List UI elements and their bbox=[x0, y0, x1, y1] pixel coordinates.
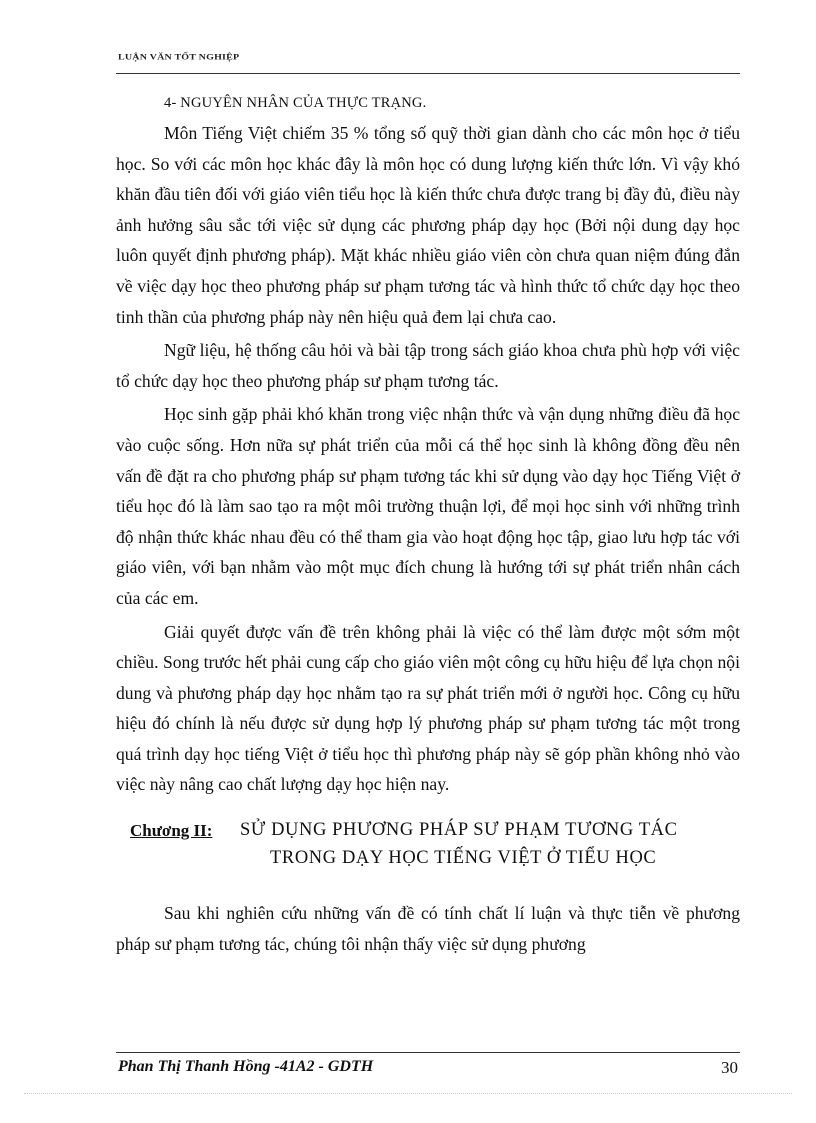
section-heading: 4- NGUYÊN NHÂN CỦA THỰC TRẠNG. bbox=[164, 95, 427, 111]
footer-author: Phan Thị Thanh Hồng -41A2 - GDTH bbox=[118, 1058, 374, 1075]
header-rule bbox=[116, 73, 740, 74]
chapter-intro-paragraph: Sau khi nghiên cứu những vấn đề có tính chất lí luận và thực tiễn về phương pháp sư phạm tương tác, chúng tôi nhận thấy việc sử dụng phương bbox=[116, 903, 740, 954]
paragraph-3: Học sinh gặp phải khó khăn trong việc nhận thức và vận dụng những điều đã học vào cuộc sống. Hơn nữa sự phát triển của mỗi cá thể học sinh là không đồng đều nên vấn đề đặt ra cho phương pháp sư phạm tương tác khi sử dụng vào dạy học Tiếng Việt ở tiểu học đó là làm sao tạo ra một môi trường thuận lợi, để mọi học sinh với những trình độ nhận thức khác nhau đều có thể tham gia vào hoạt động học tập, giao lưu hợp tác với giáo viên, với bạn nhằm vào một mục đích chung là hướng tới sự phát triển nhân cách của các em. bbox=[116, 404, 740, 608]
chapter-title-line-2: TRONG DẠY HỌC TIẾNG VIỆT Ở TIỂU HỌC bbox=[270, 848, 657, 869]
paragraph-1: Môn Tiếng Việt chiếm 35 % tổng số quỹ thời gian dành cho các môn học ở tiểu học. So với các môn học khác đây là môn học có dung lượng kiến thức lớn. Vì vậy khó khăn đầu tiên đối với giáo viên tiểu học là kiến thức chưa được trang bị đầy đủ, điều này ảnh hưởng sâu sắc tới việc sử dụng các phương pháp dạy học (Bởi nội dung dạy học luôn quyết định phương pháp). Mặt khác nhiều giáo viên còn chưa quan niệm đúng đắn về việc dạy học theo phương pháp sư phạm tương tác và hình thức tổ chức dạy học theo tinh thần của phương pháp này nên hiệu quả đem lại chưa cao. bbox=[116, 123, 740, 327]
paragraph-4: Giải quyết được vấn đề trên không phải là việc có thể làm được một sớm một chiều. Song trước hết phải cung cấp cho giáo viên một công cụ hữu hiệu để lựa chọn nội dung và phương pháp dạy học nhằm tạo ra sự phát triển mới ở người học. Công cụ hữu hiệu đó chính là nếu được sử dụng hợp lý phương pháp sư phạm tương tác một trong quá trình dạy học tiếng Việt ở tiểu học thì phương pháp này sẽ góp phần không nhỏ vào việc này nâng cao chất lượng dạy học hiện nay. bbox=[116, 621, 740, 795]
running-header: LUẬN VĂN TỐT NGHIỆP bbox=[118, 52, 240, 63]
chapter-title-line-1: SỬ DỤNG PHƯƠNG PHÁP SƯ PHẠM TƯƠNG TÁC bbox=[240, 820, 678, 841]
chapter-heading bbox=[116, 816, 740, 882]
page-content bbox=[116, 88, 740, 962]
page-boundary-dotted-line bbox=[24, 1093, 792, 1094]
page-number: 30 bbox=[721, 1058, 738, 1077]
chapter-label: Chương II: bbox=[130, 821, 213, 841]
chapter-title bbox=[240, 816, 740, 872]
footer-rule bbox=[116, 1052, 740, 1053]
paragraph-2: Ngữ liệu, hệ thống câu hỏi và bài tập trong sách giáo khoa chưa phù hợp với việc tổ chức dạy học theo phương pháp sư phạm tương tác. bbox=[116, 340, 740, 391]
